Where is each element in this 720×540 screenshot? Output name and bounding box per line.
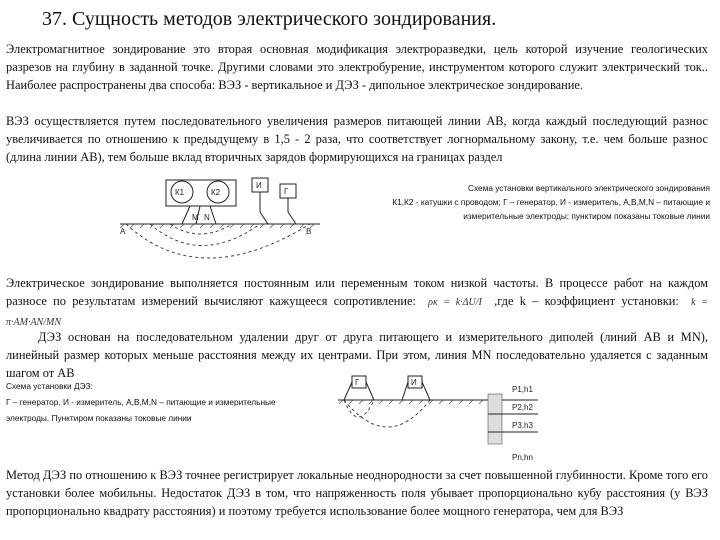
formula-rho: ρк = k·ΔU/I — [428, 297, 482, 308]
dez-diagram — [338, 374, 554, 464]
ves-caption-line-2: К1,К2 - катушки с проводом; Г – генератор, И - измеритель, А,В,М,N – питающие и — [392, 197, 710, 207]
paragraph-sounding-tail: ,где k – коэффициент установки: — [494, 294, 679, 308]
coil-k2 — [207, 181, 229, 203]
generator-box — [280, 184, 296, 198]
layer-p1: P1,h1 — [512, 385, 533, 394]
dez-caption-line-2: Г – генератор, И - измеритель, А,В,М,N – питающие и измерительные — [6, 397, 276, 407]
dez-meter — [408, 376, 422, 388]
ves-caption-line-1: Схема установки вертикального электрического зондирования — [467, 183, 710, 193]
meter-box — [252, 178, 268, 192]
page-title: 37. Сущность методов электрического зондирования. — [42, 8, 497, 30]
dez-caption-line-1: Схема установки ДЭЗ: — [6, 381, 93, 391]
coil-k1 — [171, 181, 193, 203]
electrode-n: N — [204, 213, 210, 222]
electrode-a: А — [120, 227, 126, 236]
layer-pn: Pn,hn — [512, 453, 533, 462]
coil-k2-label: К2 — [211, 188, 221, 197]
layer-p2: P2,h2 — [512, 403, 533, 412]
meter-label: И — [256, 181, 262, 190]
paragraph-sounding-text: Электрическое зондирование выполняется постоянным или переменным током низкой частоты. В процессе работ на каждом разносе по результатам измерений вычисляют кажущееся сопротивление: — [6, 276, 708, 308]
paragraph-dez: ДЭЗ основан на последовательном удалении друг от друга питающего и измерительного диполей (линий АВ и MN), линейный размер которых меньше расстояния между их центрами. При этом, линия MN последовательно удаляется с заданным шагом от АВ — [6, 330, 708, 380]
dez-generator — [352, 376, 366, 388]
dez-generator-label: Г — [355, 378, 360, 387]
coil-k1-label: К1 — [175, 188, 185, 197]
electrode-b: В — [306, 227, 312, 236]
depth-column — [488, 394, 502, 444]
layer-p3: P3,h3 — [512, 421, 533, 430]
generator-label: Г — [284, 187, 289, 196]
paragraph-conclusion: Метод ДЭЗ по отношению к ВЭЗ точнее регистрирует локальные неоднородности за счет повышенной глубинности. Кроме того его установки более мобильны. Недостаток ДЭЗ в том, что напряженность поля убывает пропорционально кубу расстояния (у ВЭЗ пропорционально квадрату расстояния) и поэтому требуется использование более мощного генератора, чем для ВЭЗ — [6, 468, 708, 518]
formula-k: k = π·AM·AN/MN — [6, 297, 708, 328]
ves-caption-line-3: измерительные электроды; пунктиром показаны токовые линии — [463, 211, 710, 221]
paragraph-sounding — [6, 274, 708, 332]
electrode-m: М — [192, 213, 199, 222]
ves-diagram — [120, 172, 320, 272]
paragraph-intro: Электромагнитное зондирование это вторая основная модификация электроразведки, цель которой изучение геологических разрезов на глубину в заданной точке. Другими словами это электробурение, инструментом которого служит электрический ток.. Наиболее распространены два способа: ВЭЗ - вертикальное и ДЭЗ - дипольное электрическое зондирование. — [6, 42, 708, 92]
dez-caption-line-3: электроды. Пунктиром показаны токовые линии — [6, 413, 192, 423]
dez-meter-label: И — [411, 378, 417, 387]
paragraph-ves: ВЭЗ осуществляется путем последовательного увеличения размеров питающей линии АВ, когда каждый последующий разнос увеличивается по отношению к предыдущему в 1,5 - 2 раза, что соответствует логнормальному закону, т.е. чем больше разнос (длина линии АВ), тем больше вклад вторичных зарядов формирующихся на границах раздел — [6, 114, 708, 164]
